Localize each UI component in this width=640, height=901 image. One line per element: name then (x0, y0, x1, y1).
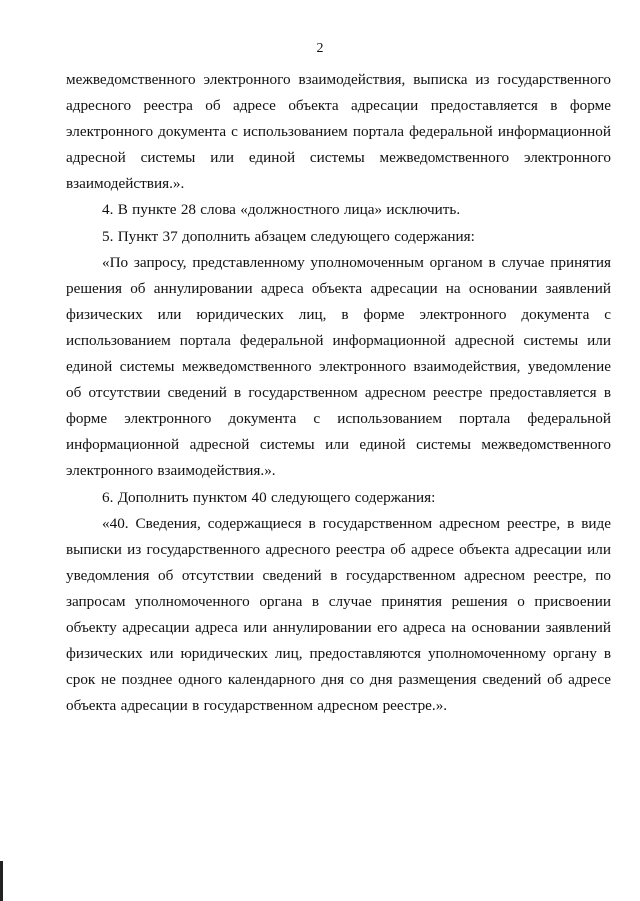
paragraph-quote-37: «По запросу, представленному уполномоченным органом в случае принятия решения об аннулировании адреса объекта адресации на основании заявлений физических или юридических лиц, в форме электронного документа с использованием портала федеральной информационной адресной системы или единой системы межведомственного электронного взаимодействия, уведомление об отсутствии сведений в государственном адресном реестре предоставляется в форме электронного документа с использованием портала федеральной информационной адресной системы или единой системы межведомственного электронного взаимодействия.». (66, 253, 611, 480)
document-body (66, 67, 611, 719)
page-number: 2 (316, 41, 324, 56)
paragraph-continuation: межведомственного электронного взаимодействия, выписка из государственного адресного реестра об адресе объекта адресации предоставляется в форме электронного документа с использованием портала федеральной информационной адресной системы или единой системы межведомственного электронного взаимодействия.». (66, 71, 611, 193)
scan-edge-mark (0, 861, 3, 901)
paragraph-quote-40: «40. Сведения, содержащиеся в государственном адресном реестре, в виде выписки из государственного адресного реестра об адресе объекта адресации или уведомления об отсутствии сведений в государственном адресном реестре, по запросам уполномоченного органа в случае принятия решения о присвоении объекту адресации адреса или аннулировании его адреса на основании заявлений физических или юридических лиц, предоставляются уполномоченному органу в срок не позднее одного календарного дня со дня размещения сведений об адресе объекта адресации в государственном адресном реестре.». (66, 514, 611, 715)
paragraph-item-5: 5. Пункт 37 дополнить абзацем следующего содержания: (102, 227, 475, 245)
paragraph-item-4: 4. В пункте 28 слова «должностного лица» исключить. (102, 201, 461, 219)
paragraph-item-6: 6. Дополнить пунктом 40 следующего содержания: (102, 488, 436, 506)
